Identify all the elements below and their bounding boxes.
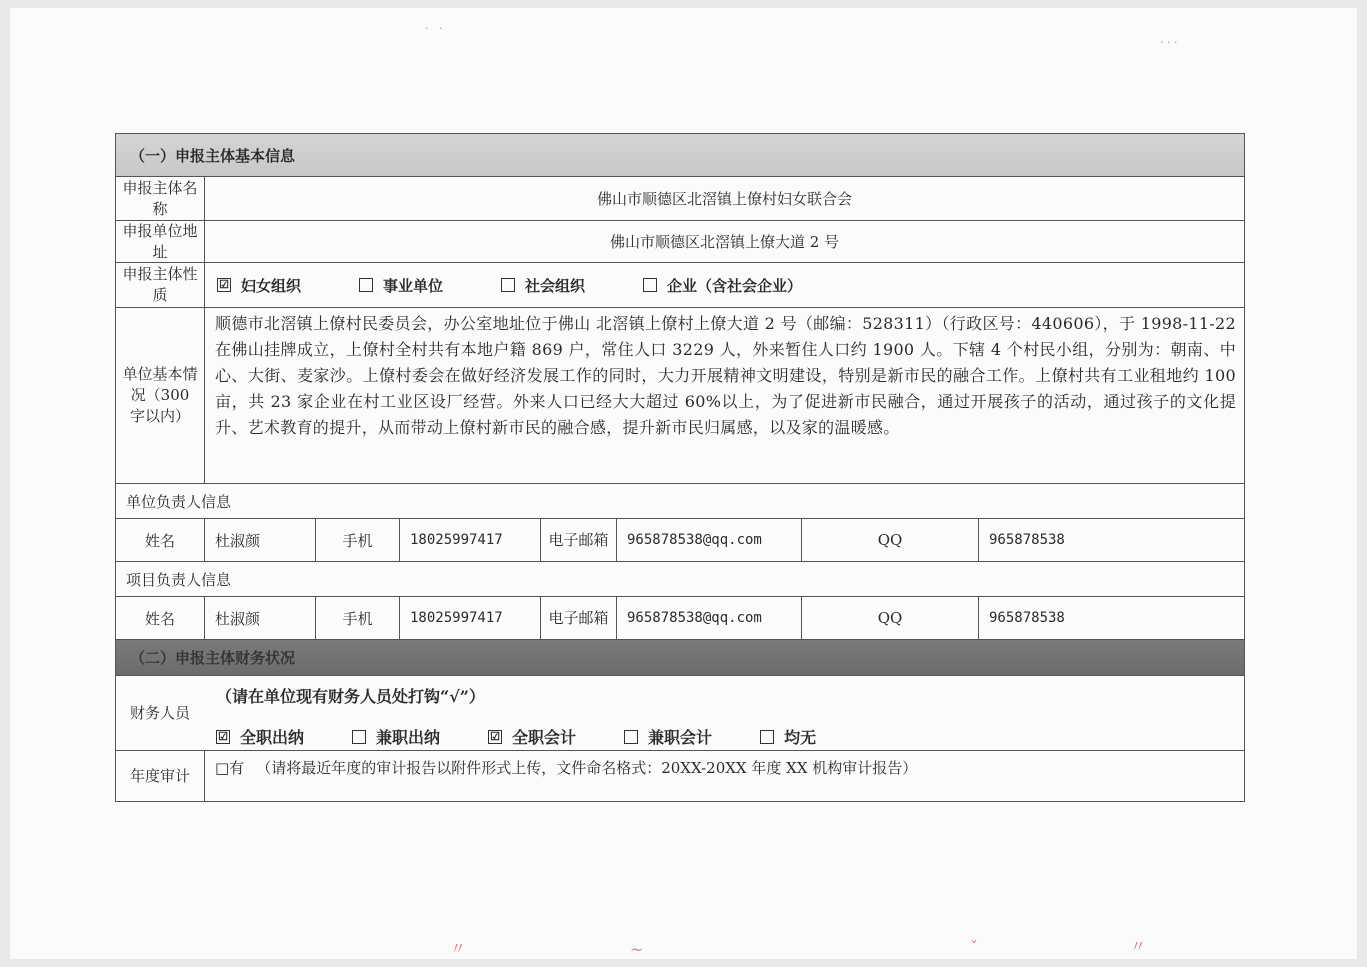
option-label: 社会组织 [525, 276, 586, 295]
finance-option[interactable] [624, 725, 712, 748]
audit-checkbox[interactable]: □有 [215, 759, 245, 777]
org-type-options [204, 263, 1244, 307]
option-label: 全职出纳 [240, 728, 305, 747]
finance-option[interactable] [760, 725, 816, 748]
email-value: 965878538@qq.com [616, 597, 801, 639]
stamp-fragment: ˇ [970, 938, 978, 957]
checkbox-icon[interactable]: ☑ [217, 278, 231, 292]
org-address-label: 申报单位地址 [122, 221, 198, 261]
email-label: 电子邮箱 [540, 519, 616, 561]
org-name-row [116, 176, 1244, 220]
org-info-text: 顺德市北滘镇上僚村民委员会，办公室地址位于佛山 北滘镇上僚村上僚大道 2 号（邮编：528311）（行政区号：440606），于 1998-11-22 在佛山挂牌成立，上僚村全村共有本地户籍 869 户，常住人口 3229 人，外来暂住人口约 1900 人。下辖 4 个村民小组，分别为：朝南、中心、大街、麦家沙。上僚村委会在做好经济发展工作的同时，大力开展精神文明建设，特别是新市民的融合工作。上僚村共有工业租地约 100 亩，共 23 家企业在村工业区设厂经营。外来人口已经大大超过 60%以上，为了促进新市民融合，通过开展孩子的活动，通过孩子的文化提升、艺术教育的提升，从而带动上僚村新市民的融合感，提升新市民归属感，以及家的温暖感。 [204, 308, 1244, 483]
name-value: 杜淑颜 [204, 597, 315, 639]
name-label: 姓名 [144, 609, 175, 628]
option-label: 兼职会计 [648, 728, 713, 747]
org-info-row [116, 307, 1244, 483]
phone-label: 手机 [315, 597, 399, 639]
finance-staff-row [116, 675, 1244, 750]
finance-option[interactable] [216, 725, 304, 748]
phone-value: 18025997417 [399, 597, 540, 639]
option-label: 全职会计 [512, 728, 577, 747]
org-name-value: 佛山市顺德区北滘镇上僚村妇女联合会 [204, 177, 1244, 220]
qq-label: QQ [801, 519, 978, 561]
finance-option[interactable] [352, 725, 440, 748]
option-label: 事业单位 [383, 276, 444, 295]
phone-label: 手机 [315, 519, 399, 561]
finance-hint: （请在单位现有财务人员处打钩“√”） [216, 687, 485, 706]
section-finance-header [116, 639, 1244, 675]
stamp-fragment: 〃 [450, 939, 467, 958]
name-value: 杜淑颜 [204, 519, 315, 561]
scan-speck: · · [425, 22, 443, 35]
stamp-fragment: ~ [630, 940, 644, 959]
annual-audit-row [116, 750, 1244, 801]
qq-value: 965878538 [978, 597, 1244, 639]
unit-head-contact-row [116, 518, 1244, 561]
unit-head-heading: 单位负责人信息 [116, 483, 1244, 518]
email-value: 965878538@qq.com [616, 519, 801, 561]
scan-speck: · · · [1160, 36, 1178, 49]
org-type-row [116, 262, 1244, 307]
project-head-heading: 项目负责人信息 [116, 561, 1244, 596]
option-label: 兼职出纳 [376, 728, 441, 747]
section-title: （一）申报主体基本信息 [130, 146, 296, 165]
checkbox-icon[interactable] [624, 730, 638, 744]
qq-label: QQ [801, 597, 978, 639]
checkbox-icon[interactable] [352, 730, 366, 744]
checkbox-icon[interactable] [643, 278, 657, 292]
finance-checkbox-line [216, 725, 1244, 748]
org-type-option[interactable] [217, 275, 301, 296]
checkbox-icon[interactable]: ☑ [488, 730, 502, 744]
annual-audit-value [204, 751, 1244, 801]
org-type-option[interactable] [501, 275, 585, 296]
stamp-fragment: 〃 [1130, 937, 1147, 956]
option-label: 企业（含社会企业） [667, 276, 803, 295]
checkbox-icon[interactable] [501, 278, 515, 292]
section-basic-info-header [116, 134, 1244, 176]
org-info-label: 单位基本情况（300 字以内） [122, 365, 198, 425]
application-form [115, 133, 1245, 802]
org-type-option[interactable] [643, 275, 802, 296]
qq-value: 965878538 [978, 519, 1244, 561]
project-head-contact-row [116, 596, 1244, 639]
phone-value: 18025997417 [399, 519, 540, 561]
name-label: 姓名 [144, 531, 175, 550]
email-label: 电子邮箱 [540, 597, 616, 639]
annual-audit-label: 年度审计 [129, 766, 190, 785]
checkbox-icon[interactable] [359, 278, 373, 292]
org-type-label: 申报主体性质 [122, 265, 198, 304]
org-address-row [116, 220, 1244, 262]
org-name-label: 申报主体名称 [122, 178, 198, 218]
checkbox-icon[interactable] [760, 730, 774, 744]
finance-staff-options [204, 676, 1244, 750]
option-label: 均无 [784, 728, 817, 747]
audit-note: （请将最近年度的审计报告以附件形式上传，文件命名格式：20XX-20XX 年度 XX 机构审计报告） [256, 759, 918, 777]
org-type-option[interactable] [359, 275, 443, 296]
option-label: 妇女组织 [241, 276, 302, 295]
org-address-value: 佛山市顺德区北滘镇上僚大道 2 号 [204, 221, 1244, 262]
finance-option[interactable] [488, 725, 576, 748]
section-title: （二）申报主体财务状况 [130, 649, 296, 667]
finance-staff-label: 财务人员 [129, 703, 190, 722]
checkbox-icon[interactable]: ☑ [216, 730, 230, 744]
